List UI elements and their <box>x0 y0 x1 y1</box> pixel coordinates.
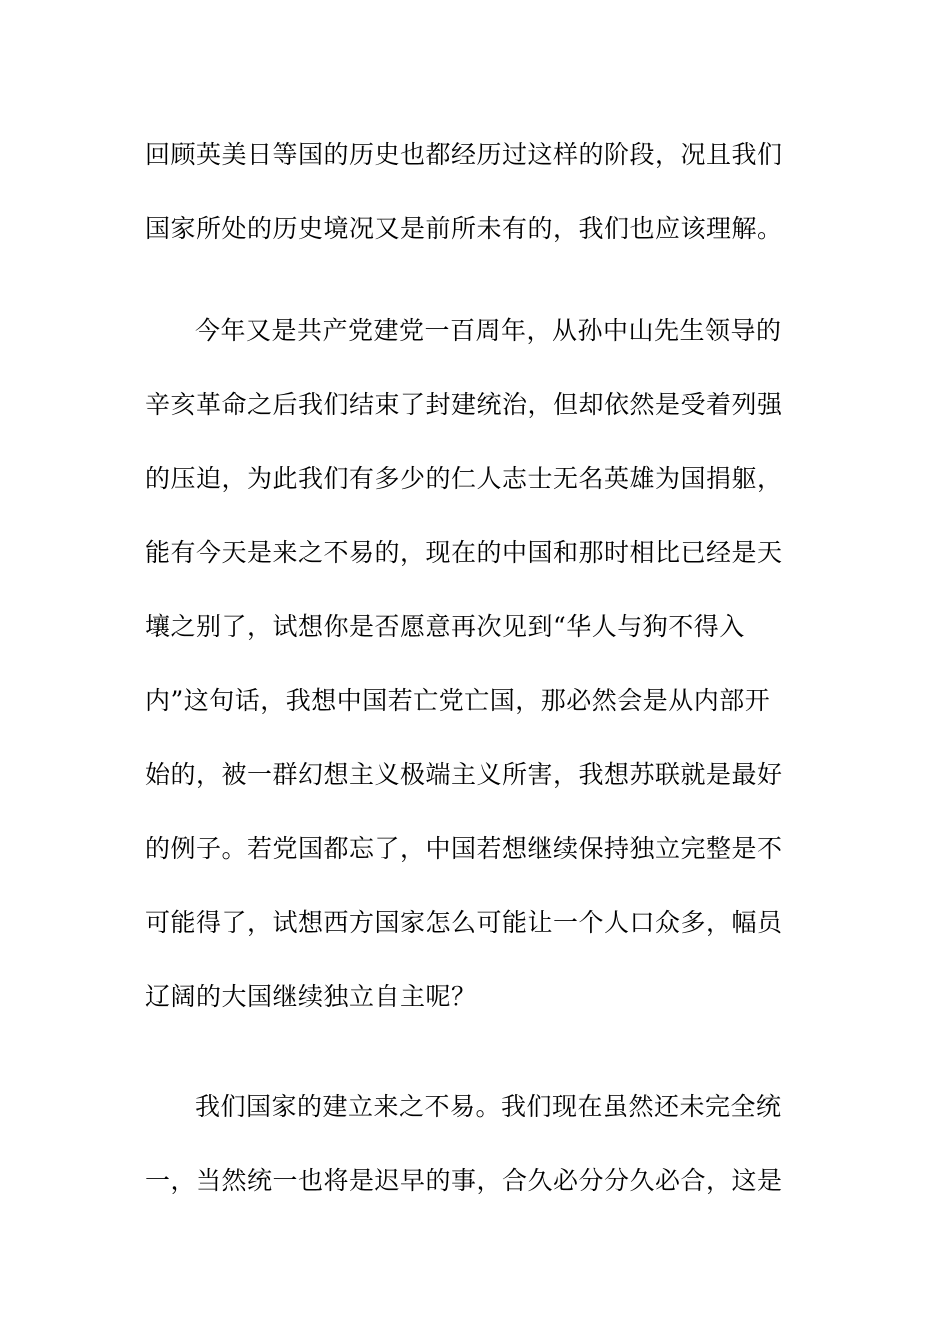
text-line: 能有今天是来之不易的，现在的中国和那时相比已经是天 <box>145 538 783 567</box>
text-line: 一，当然统一也将是迟早的事，合久必分分久必合，这是 <box>145 1166 783 1195</box>
text-line: 的压迫，为此我们有多少的仁人志士无名英雄为国捐躯， <box>145 464 783 493</box>
text-line: 始的，被一群幻想主义极端主义所害，我想苏联就是最好 <box>145 760 783 789</box>
text-line: 辛亥革命之后我们结束了封建统治，但却依然是受着列强 <box>145 390 783 419</box>
text-line: 国家所处的历史境况又是前所未有的，我们也应该理解。 <box>145 214 783 243</box>
text-line: 今年又是共产党建党一百周年，从孙中山先生领导的 <box>195 316 782 345</box>
text-line: 我们国家的建立来之不易。我们现在虽然还未完全统 <box>195 1092 782 1121</box>
text-line: 回顾英美日等国的历史也都经历过这样的阶段，况且我们 <box>145 140 783 169</box>
text-line: 可能得了，试想西方国家怎么可能让一个人口众多，幅员 <box>145 908 783 937</box>
text-line: 内”这句话，我想中国若亡党亡国，那必然会是从内部开 <box>145 686 771 715</box>
text-line: 的例子。若党国都忘了，中国若想继续保持独立完整是不 <box>145 834 783 863</box>
text-line: 壤之别了，试想你是否愿意再次见到“华人与狗不得入 <box>145 612 745 641</box>
text-line: 辽阔的大国继续独立自主呢？ <box>145 982 477 1011</box>
